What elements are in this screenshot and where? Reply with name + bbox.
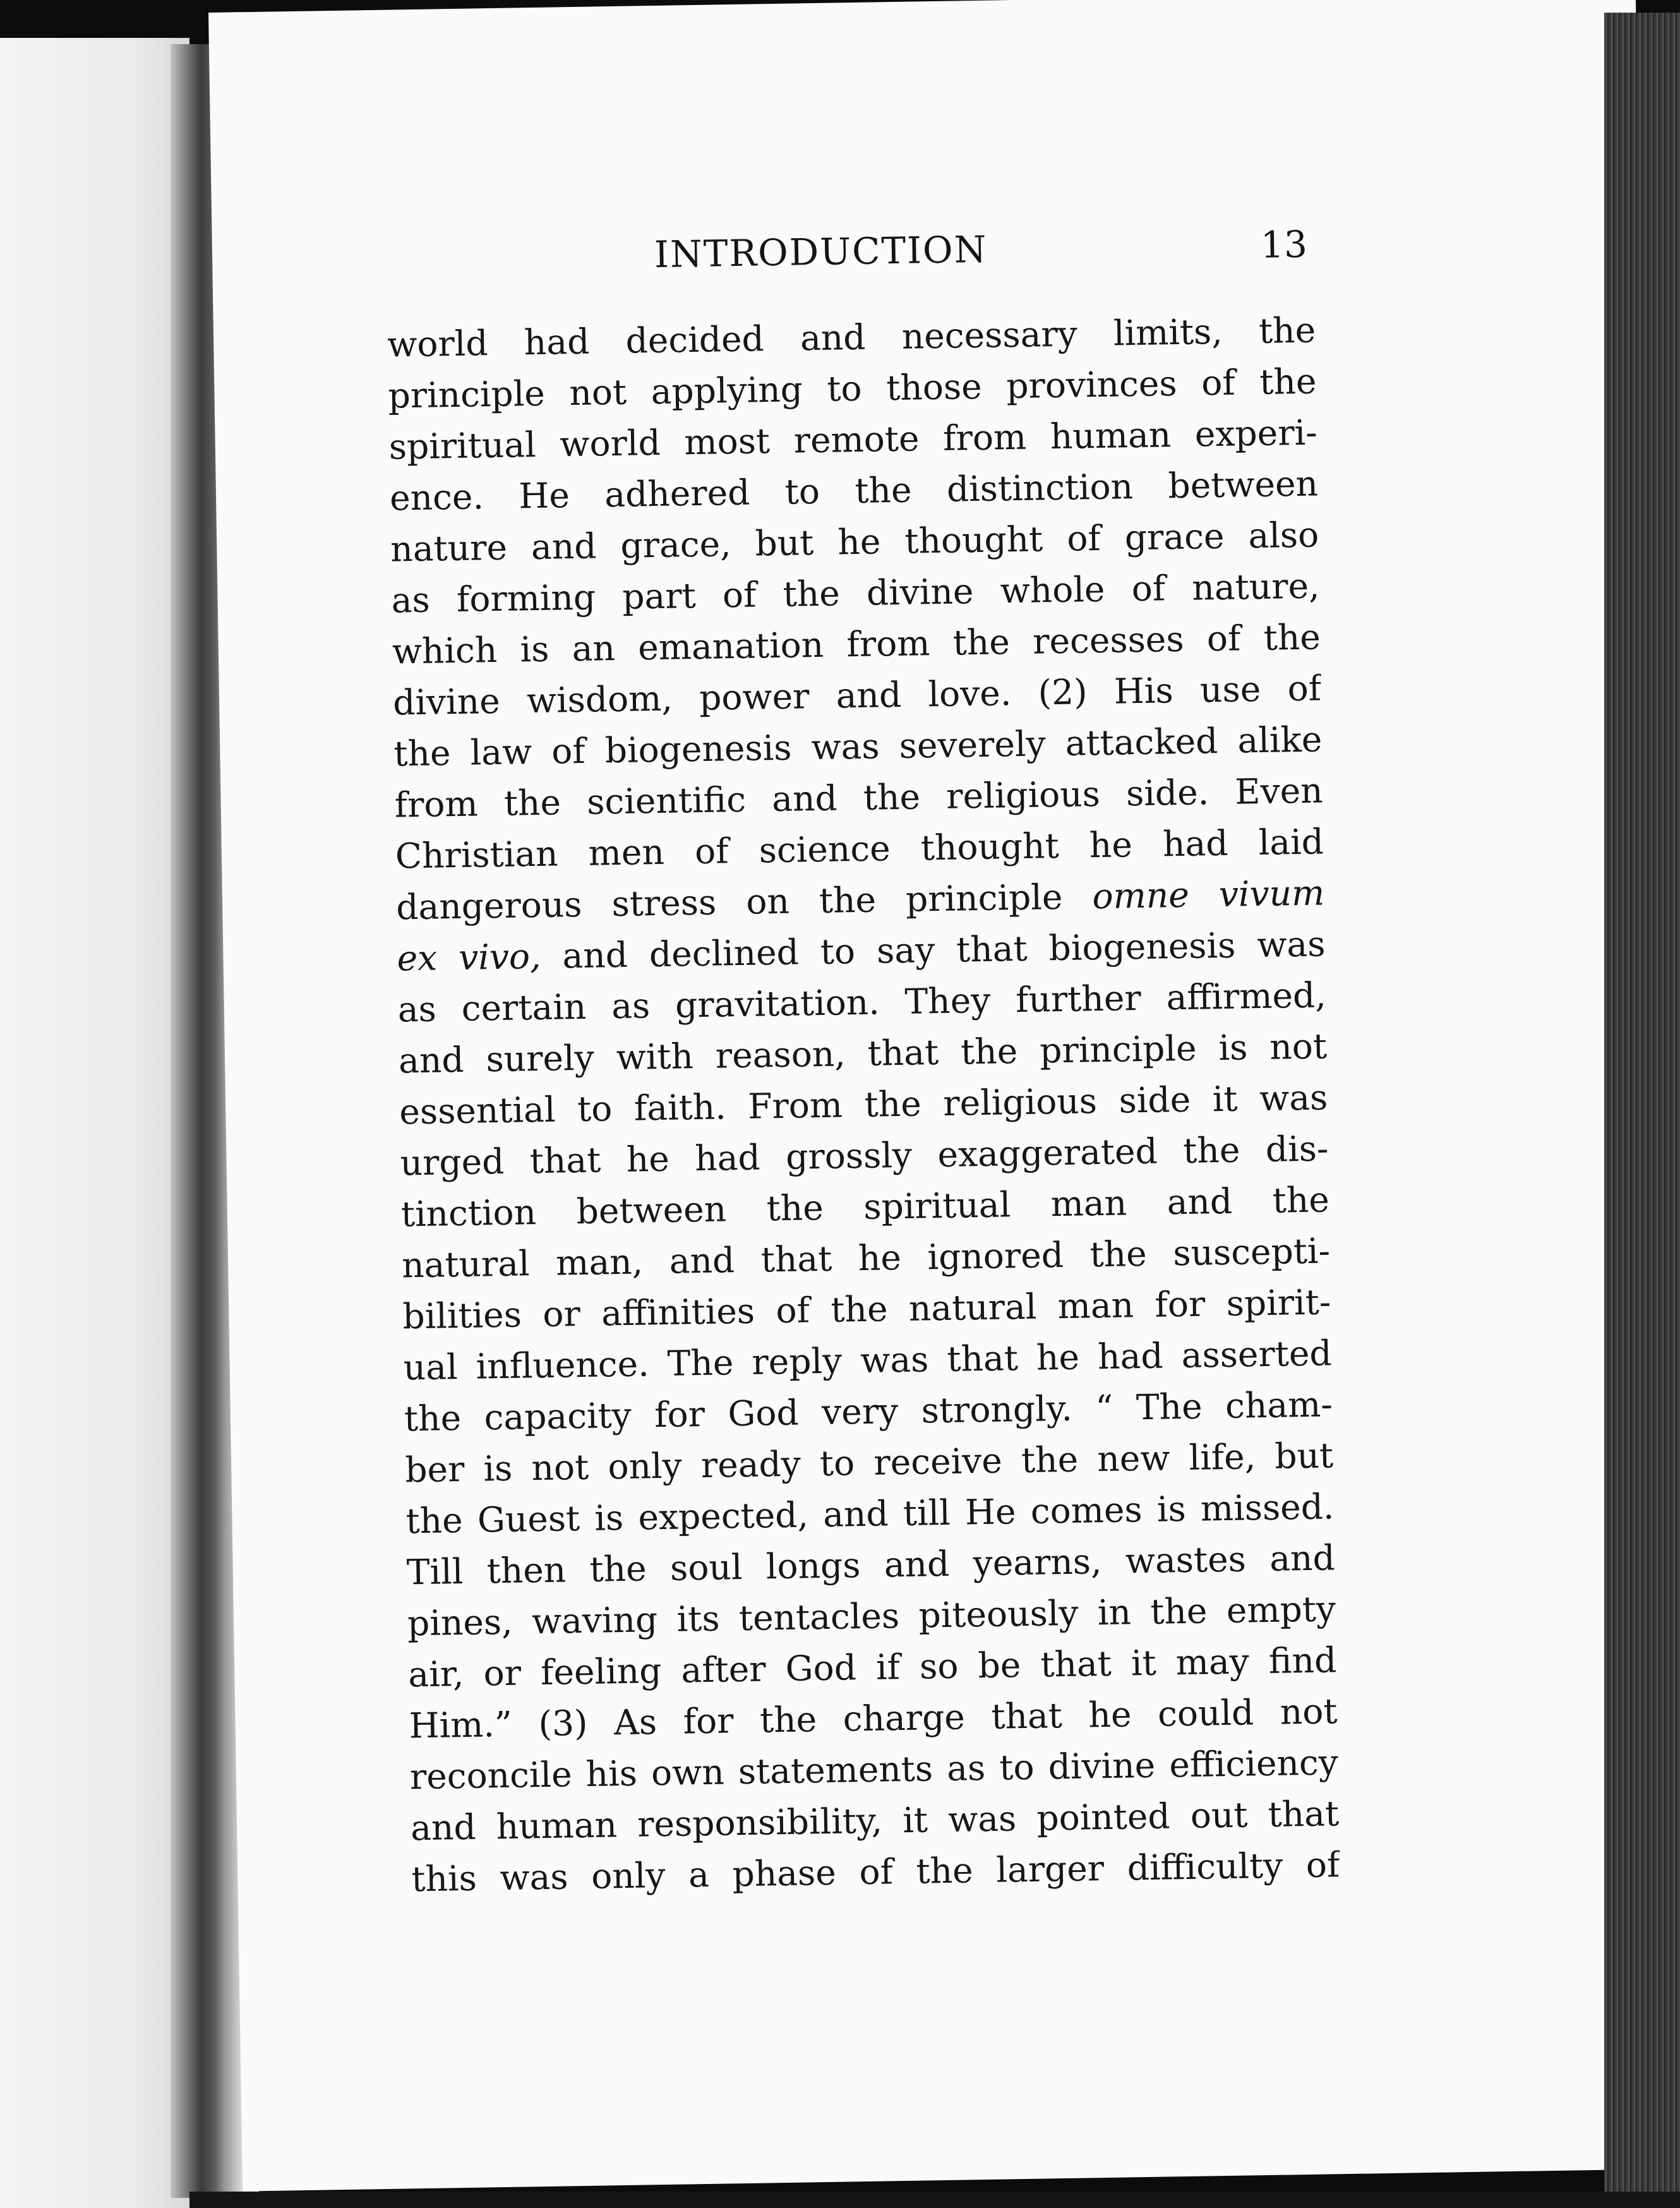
text-line: Christian men of science thought he had laid	[395, 821, 1324, 877]
text-line: reconcile his own statements as to divine efficiency	[409, 1742, 1339, 1797]
text-line: urged that he had grossly exaggerated the dis-	[400, 1128, 1329, 1184]
text-line: ber is not only ready to receive the new life, but	[404, 1435, 1334, 1491]
text-line: which is an emanation from the recesses of the	[392, 616, 1321, 672]
text-line: Him.” (3) As for the charge that he could not	[409, 1691, 1338, 1746]
text-line: and human responsibility, it was pointed out that	[410, 1793, 1340, 1849]
latin-phrase: omne vivum	[1091, 872, 1325, 917]
text-line: principle not applying to those provinces of the	[388, 361, 1317, 416]
text-line: as forming part of the divine whole of nature,	[391, 565, 1320, 621]
text-line: essential to faith. From the religious side it was	[399, 1077, 1328, 1132]
text-line: tinction between the spiritual man and the	[400, 1179, 1330, 1235]
text-line: the capacity for God very strongly. “ The cham-	[404, 1384, 1333, 1439]
latin-phrase: ex vivo,	[397, 935, 541, 979]
text-line: this was only a phase of the larger difficulty of	[411, 1844, 1340, 1900]
text-line: pines, waving its tentacles piteously in the empty	[407, 1588, 1336, 1644]
page-header	[212, 217, 1640, 296]
text-line: air, or feeling after God if so be that it may find	[407, 1640, 1337, 1695]
text-line: divine wisdom, power and love. (2) His use of	[392, 668, 1322, 723]
page-number: 13	[1260, 222, 1308, 267]
page-edges	[1604, 13, 1680, 2208]
text-line: as certain as gravitation. They further affirmed,	[397, 975, 1327, 1030]
text-line: nature and grace, but he thought of grace also	[390, 514, 1319, 570]
right-page	[208, 0, 1670, 2192]
text-line: bilities or affinities of the natural man for spirit-	[402, 1281, 1331, 1337]
text-segment: and declined to say that biogenesis was	[562, 923, 1326, 976]
running-head: INTRODUCTION	[654, 227, 988, 276]
body-text	[387, 305, 1340, 1905]
text-line: natural man, and that he ignored the suscepti-	[401, 1230, 1331, 1286]
left-page	[0, 38, 189, 2208]
text-line: ual influence. The reply was that he had asserted	[403, 1333, 1333, 1388]
text-line: world had decided and necessary limits, the	[387, 309, 1316, 365]
text-line: the law of biogenesis was severely attacked alike	[393, 719, 1323, 774]
bottom-edge	[189, 2192, 1680, 2208]
text-line: from the scientific and the religious side. Even	[394, 770, 1324, 825]
text-line: the Guest is expected, and till He comes is missed.	[405, 1486, 1335, 1542]
text-line: ence. He adhered to the distinction between	[389, 463, 1319, 519]
text-segment: dangerous stress on the principle	[395, 876, 1063, 928]
text-line: and surely with reason, that the principle is not	[398, 1026, 1328, 1081]
text-line: Till then the soul longs and yearns, wastes and	[406, 1537, 1336, 1593]
text-line: spiritual world most remote from human experi-	[388, 412, 1318, 467]
